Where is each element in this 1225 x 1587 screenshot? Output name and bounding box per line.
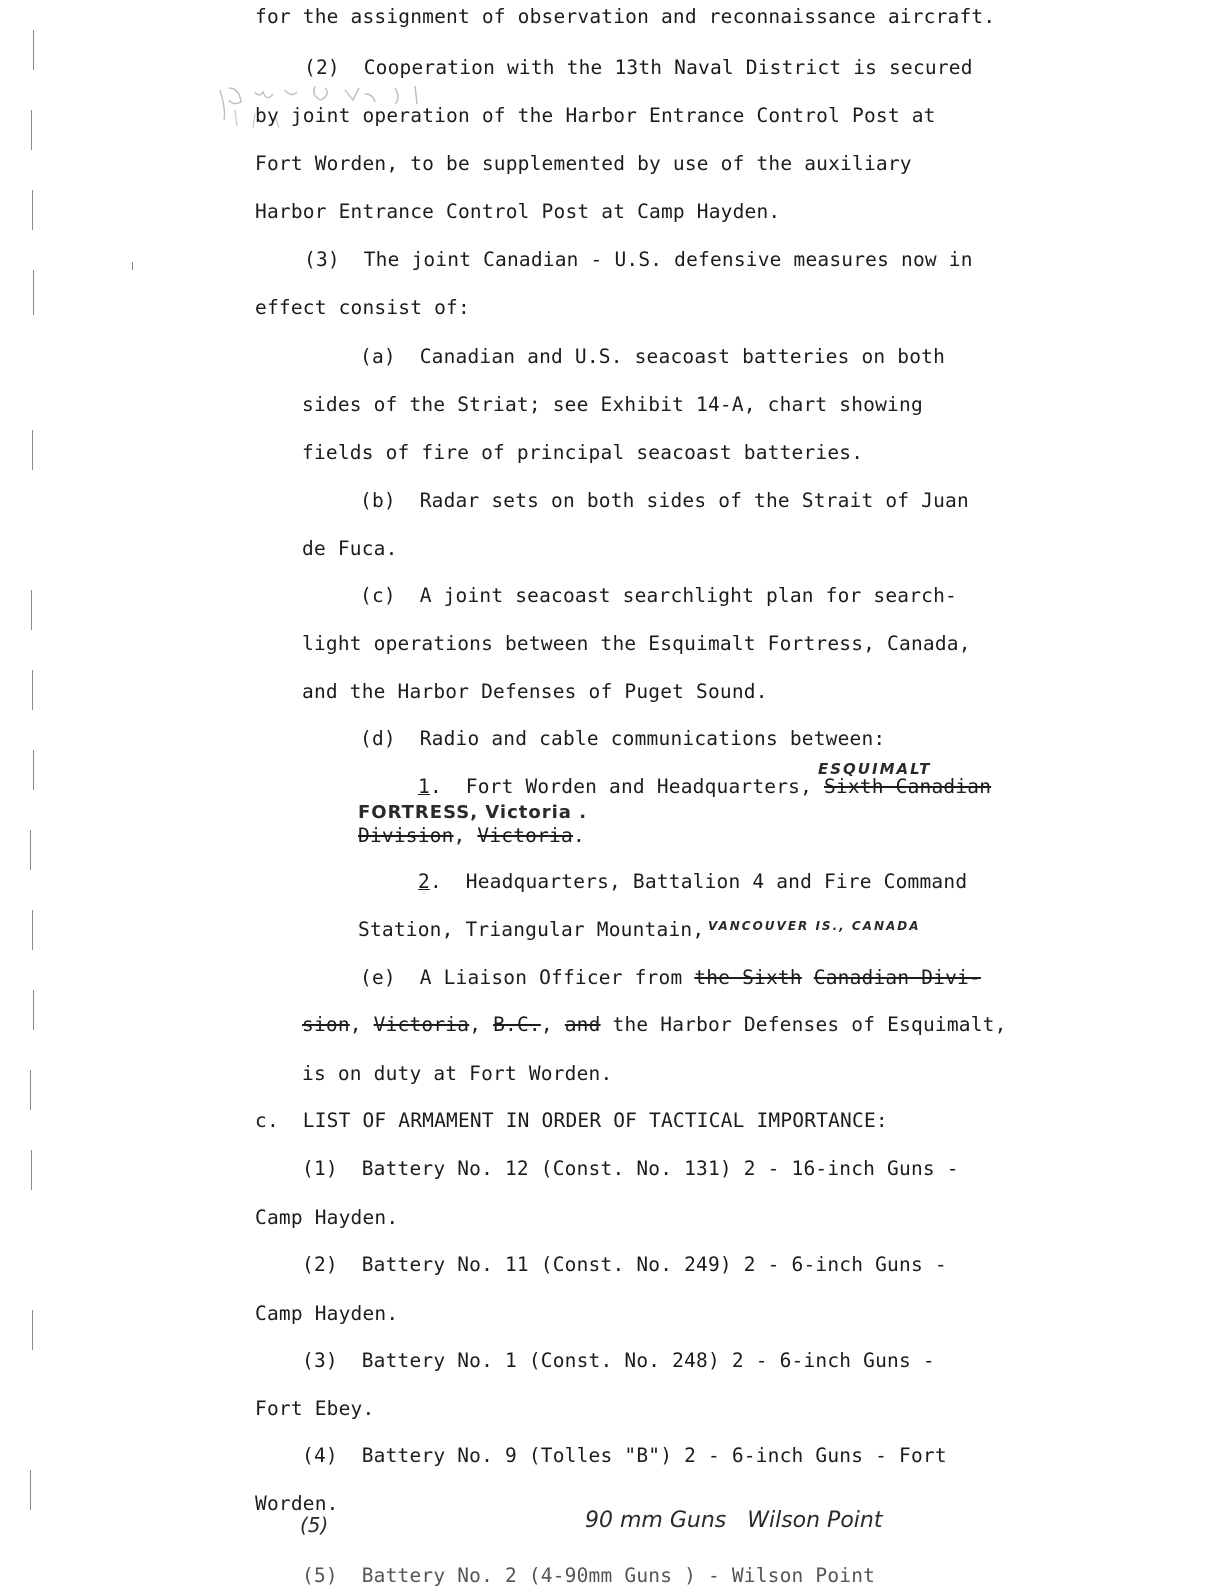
- margin-mark: [31, 590, 32, 630]
- text-line: light operations between the Esquimalt Fortress, Canada,: [302, 632, 971, 655]
- text-line: for the assignment of observation and reconnaissance aircraft.: [255, 5, 996, 28]
- text-line: sides of the Striat; see Exhibit 14-A, chart showing: [302, 393, 923, 416]
- text-line: is on duty at Fort Worden.: [302, 1062, 613, 1085]
- section-heading: c. LIST OF ARMAMENT IN ORDER OF TACTICAL IMPORTANCE:: [255, 1109, 888, 1132]
- item-number: 2: [418, 870, 430, 893]
- text-line: and the Harbor Defenses of Puget Sound.: [302, 680, 768, 703]
- margin-mark: [32, 1310, 33, 1350]
- margin-mark: [33, 30, 34, 70]
- line-text: ,: [349, 1013, 374, 1036]
- line-text: [802, 966, 814, 989]
- margin-mark: [30, 1070, 31, 1110]
- text-line: [418, 871, 967, 893]
- struck-text: Canadian Divi-: [813, 966, 981, 989]
- margin-mark: [31, 110, 32, 150]
- line-text: (e) A Liaison Officer from: [360, 966, 695, 989]
- handwritten-vancouver: VANCOUVER IS., CANADA: [708, 919, 921, 933]
- margin-mark: [32, 910, 33, 950]
- handwritten-five: (5): [300, 1513, 329, 1537]
- handwritten-fortress: FORTRESS, Victoria .: [358, 802, 588, 823]
- item-number: 1: [418, 775, 430, 798]
- line-text: the Harbor Defenses of Esquimalt,: [600, 1013, 1007, 1036]
- struck-text: Division: [358, 824, 454, 847]
- handwritten-esquimalt: ESQUIMALT: [818, 760, 932, 778]
- margin-mark: [33, 990, 34, 1030]
- struck-text: and: [564, 1013, 601, 1036]
- text-line: (3) The joint Canadian - U.S. defensive measures now in: [304, 248, 973, 271]
- line-text: .: [572, 824, 585, 847]
- margin-mark: [32, 670, 33, 710]
- text-line: (c) A joint seacoast searchlight plan for search-: [360, 584, 957, 607]
- struck-text: B.C.: [493, 1013, 541, 1036]
- line-text: ,: [453, 824, 478, 847]
- margin-mark: [32, 430, 33, 470]
- text-line: (1) Battery No. 12 (Const. No. 131) 2 - 16-inch Guns -: [302, 1157, 959, 1180]
- text-line: (3) Battery No. 1 (Const. No. 248) 2 - 6-inch Guns -: [302, 1349, 935, 1372]
- text-line: [302, 1014, 1007, 1036]
- text-line: Camp Hayden.: [255, 1302, 399, 1325]
- text-line: Fort Worden, to be supplemented by use of the auxiliary: [255, 152, 912, 175]
- text-line: by joint operation of the Harbor Entrance Control Post at: [255, 104, 936, 127]
- struck-text: Victoria: [373, 1013, 470, 1036]
- text-line: effect consist of:: [255, 296, 470, 319]
- margin-mark: [30, 1470, 31, 1510]
- text-line: fields of fire of principal seacoast batteries.: [302, 441, 864, 464]
- margin-mark: [31, 1150, 32, 1190]
- line-text: ,: [540, 1013, 565, 1036]
- text-line: [360, 967, 981, 989]
- margin-mark: [30, 830, 31, 870]
- text-line: de Fuca.: [302, 537, 398, 560]
- text-line: (b) Radar sets on both sides of the Strait of Juan: [360, 489, 969, 512]
- text-line: Camp Hayden.: [255, 1206, 399, 1229]
- text-line: (2) Cooperation with the 13th Naval District is secured: [304, 56, 973, 79]
- text-line: [358, 825, 585, 847]
- line-text: ,: [469, 1013, 494, 1036]
- text-line: (a) Canadian and U.S. seacoast batteries on both: [360, 345, 946, 368]
- struck-text: the Sixth: [694, 966, 802, 989]
- text-line: (d) Radio and cable communications between:: [360, 727, 886, 750]
- line-text: . Headquarters, Battalion 4 and Fire Command: [429, 870, 968, 893]
- text-line: Fort Ebey.: [255, 1397, 375, 1420]
- text-line: Station, Triangular Mountain,: [358, 918, 705, 941]
- text-line: (5) Battery No. 2 (4-90mm Guns ) - Wilson Point: [302, 1564, 876, 1587]
- text-line: Harbor Entrance Control Post at Camp Hayden.: [255, 200, 781, 223]
- margin-mark: [132, 262, 133, 270]
- struck-text: sion: [302, 1013, 350, 1036]
- margin-mark: [32, 190, 33, 230]
- text-line: (4) Battery No. 9 (Tolles "B") 2 - 6-inch Guns - Fort: [302, 1444, 947, 1467]
- line-text: . Fort Worden and Headquarters,: [429, 775, 824, 798]
- struck-text: Sixth Canadian: [823, 775, 992, 798]
- margin-mark: [33, 270, 34, 315]
- text-line: [418, 776, 991, 798]
- text-line: Worden.: [255, 1492, 339, 1515]
- struck-text: Victoria: [477, 824, 573, 847]
- margin-mark: [33, 750, 34, 790]
- handwritten-guns-note: 90 mm Guns Wilson Point: [585, 1508, 883, 1533]
- text-line: (2) Battery No. 11 (Const. No. 249) 2 - 6-inch Guns -: [302, 1253, 947, 1276]
